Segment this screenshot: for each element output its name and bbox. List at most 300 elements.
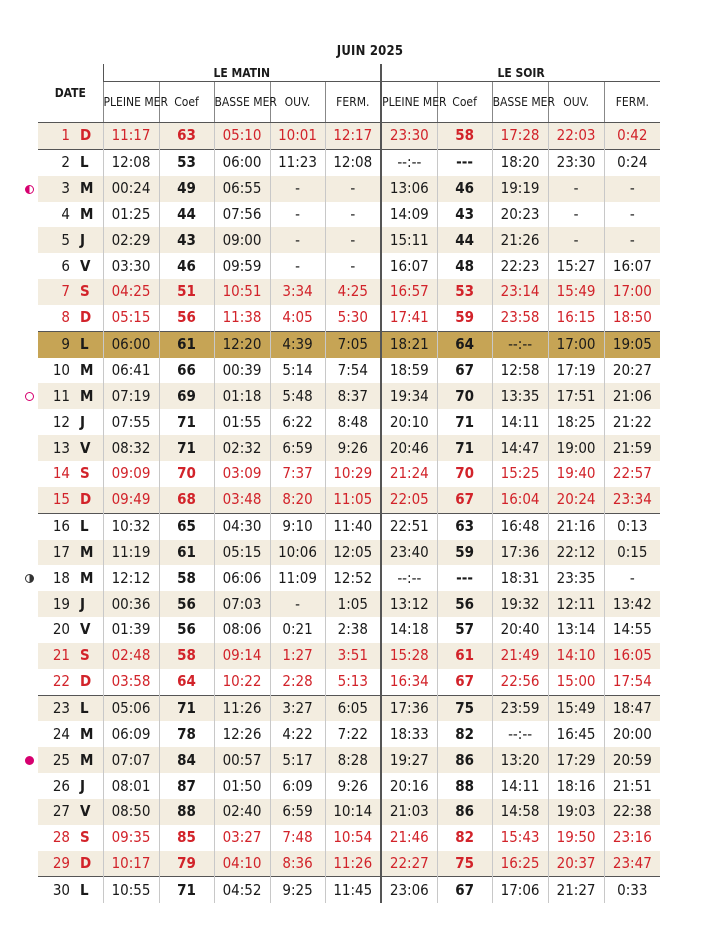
morning-low-tide: 03:48 — [214, 487, 270, 513]
evening-close: 22:38 — [604, 799, 660, 825]
evening-low-tide: 15:25 — [492, 461, 548, 487]
morning-close: 10:54 — [325, 825, 381, 851]
morning-coef: 71 — [159, 695, 214, 721]
morning-low-tide: 02:32 — [214, 435, 270, 461]
morning-open: - — [270, 202, 325, 228]
morning-open: 11:23 — [270, 149, 325, 175]
morning-open: 4:05 — [270, 305, 325, 331]
evening-low-tide: 20:23 — [492, 202, 548, 228]
morning-high-tide: 07:55 — [103, 409, 159, 435]
evening-low-tide: --:-- — [492, 331, 548, 357]
morning-low-tide: 03:27 — [214, 825, 270, 851]
evening-low-tide: 19:19 — [492, 176, 548, 202]
morning-coef: 63 — [159, 123, 214, 150]
evening-close: 20:00 — [604, 721, 660, 747]
evening-high-tide: 23:30 — [381, 123, 437, 150]
morning-close: 5:13 — [325, 669, 381, 695]
tide-row — [38, 643, 660, 669]
evening-high-tide: 21:24 — [381, 461, 437, 487]
morning-close: 12:52 — [325, 565, 381, 591]
evening-high-tide: 15:11 — [381, 227, 437, 253]
day-number: 24 — [52, 724, 70, 743]
tide-row — [38, 331, 660, 357]
day-number: 5 — [38, 227, 74, 253]
day-of-week: M — [80, 568, 94, 587]
tide-row — [38, 747, 660, 773]
evening-coef: 56 — [437, 591, 492, 617]
evening-coef: 63 — [437, 513, 492, 539]
tide-row — [38, 253, 660, 279]
morning-header: LE MATIN — [103, 64, 381, 82]
morning-coef-header: Coef — [159, 82, 214, 123]
tide-row — [38, 409, 660, 435]
evening-high-tide: 22:27 — [381, 851, 437, 877]
tide-row — [38, 487, 660, 513]
evening-high-tide: 21:46 — [381, 825, 437, 851]
day-number: 8 — [61, 308, 70, 327]
morning-low-tide: 04:52 — [214, 877, 270, 903]
evening-open: - — [548, 227, 604, 253]
morning-open: 7:48 — [270, 825, 325, 851]
morning-open-header: OUV. — [270, 82, 325, 123]
evening-close: - — [604, 565, 660, 591]
morning-high-tide: 06:41 — [103, 358, 159, 384]
evening-low-tide: 23:14 — [492, 279, 548, 305]
evening-close: 17:54 — [604, 669, 660, 695]
evening-high-tide: 22:05 — [381, 487, 437, 513]
morning-coef: 44 — [159, 202, 214, 228]
day-number: 21 — [38, 643, 74, 669]
evening-high-tide: 19:27 — [381, 747, 437, 773]
tide-row — [38, 461, 660, 487]
morning-low-tide: 07:56 — [214, 202, 270, 228]
morning-close: 7:05 — [325, 331, 381, 357]
morning-close: 8:28 — [325, 747, 381, 773]
morning-close: 2:38 — [325, 617, 381, 643]
evening-high-tide: 19:34 — [381, 383, 437, 409]
evening-low-tide: 15:43 — [492, 825, 548, 851]
morning-high-tide: 08:32 — [103, 435, 159, 461]
evening-coef: 67 — [437, 487, 492, 513]
morning-low-tide: 04:10 — [214, 851, 270, 877]
day-of-week: J — [74, 591, 103, 617]
evening-open: 18:16 — [548, 773, 604, 799]
day-of-week: D — [74, 851, 103, 877]
morning-high-tide: 05:06 — [103, 695, 159, 721]
evening-close: - — [604, 202, 660, 228]
evening-low-tide: 19:32 — [492, 591, 548, 617]
morning-close: 1:05 — [325, 591, 381, 617]
tide-row — [38, 877, 660, 903]
evening-close: 23:34 — [604, 487, 660, 513]
morning-close: 4:25 — [325, 279, 381, 305]
morning-coef: 79 — [159, 851, 214, 877]
day-of-week: D — [74, 487, 103, 513]
evening-coef: 58 — [437, 123, 492, 150]
morning-low-tide: 08:06 — [214, 617, 270, 643]
evening-low-tide: 16:48 — [492, 513, 548, 539]
evening-low-tide: 21:49 — [492, 643, 548, 669]
evening-open: 22:03 — [548, 123, 604, 150]
new-moon-icon — [25, 756, 34, 765]
morning-high-tide: 02:29 — [103, 227, 159, 253]
evening-close-header: FERM. — [604, 82, 660, 123]
day-of-week: J — [74, 227, 103, 253]
morning-coef: 43 — [159, 227, 214, 253]
evening-coef: 46 — [437, 176, 492, 202]
tide-row — [38, 825, 660, 851]
day-of-week: S — [80, 828, 90, 847]
morning-high-tide-header: PLEINE MER — [103, 82, 159, 123]
tide-row — [38, 799, 660, 825]
morning-close: 12:08 — [325, 149, 381, 175]
morning-coef: 66 — [159, 358, 214, 384]
day-of-week: L — [74, 695, 103, 721]
evening-coef: 86 — [437, 799, 492, 825]
day-of-week: L — [74, 513, 103, 539]
morning-open: 8:36 — [270, 851, 325, 877]
day-of-week: J — [80, 776, 86, 795]
evening-open: 18:25 — [548, 409, 604, 435]
evening-high-tide: 13:06 — [381, 176, 437, 202]
day-of-week: V — [80, 620, 91, 639]
morning-low-tide: 09:14 — [214, 643, 270, 669]
tide-row — [38, 721, 660, 747]
evening-open: 17:51 — [548, 383, 604, 409]
morning-open: 7:37 — [270, 461, 325, 487]
morning-high-tide: 07:19 — [103, 383, 159, 409]
morning-coef: 88 — [159, 799, 214, 825]
morning-open: - — [270, 591, 325, 617]
evening-open: - — [548, 202, 604, 228]
evening-high-tide: 17:36 — [381, 695, 437, 721]
tide-row — [38, 202, 660, 228]
morning-high-tide: 09:35 — [103, 825, 159, 851]
day-number: 13 — [38, 435, 74, 461]
tide-row — [38, 149, 660, 175]
evening-coef: 88 — [437, 773, 492, 799]
morning-low-tide: 11:26 — [214, 695, 270, 721]
day-of-week: L — [74, 877, 103, 903]
evening-low-tide: 22:23 — [492, 253, 548, 279]
morning-low-tide: 03:09 — [214, 461, 270, 487]
morning-open: 5:17 — [270, 747, 325, 773]
day-of-week: M — [80, 724, 94, 743]
evening-high-tide: 16:34 — [381, 669, 437, 695]
evening-open: 17:19 — [548, 358, 604, 384]
evening-low-tide: 17:28 — [492, 123, 548, 150]
day-of-week: L — [74, 331, 103, 357]
morning-high-tide: 03:30 — [103, 253, 159, 279]
evening-close: 22:57 — [604, 461, 660, 487]
morning-close: 10:29 — [325, 461, 381, 487]
evening-open-header: OUV. — [548, 82, 604, 123]
morning-low-tide: 07:03 — [214, 591, 270, 617]
morning-high-tide: 02:48 — [103, 643, 159, 669]
day-of-week: J — [80, 412, 86, 431]
morning-coef: 58 — [159, 565, 214, 591]
evening-low-tide: 14:58 — [492, 799, 548, 825]
morning-close: 11:45 — [325, 877, 381, 903]
morning-close: - — [325, 227, 381, 253]
day-number: 16 — [38, 513, 74, 539]
evening-open: 22:12 — [548, 540, 604, 566]
morning-open: 2:28 — [270, 669, 325, 695]
morning-open: 10:01 — [270, 123, 325, 150]
last-quarter-icon — [25, 574, 34, 583]
evening-low-tide: 14:11 — [492, 409, 548, 435]
morning-coef: 87 — [159, 773, 214, 799]
evening-close: 13:42 — [604, 591, 660, 617]
evening-coef: 53 — [437, 279, 492, 305]
evening-open: 19:40 — [548, 461, 604, 487]
evening-coef: 59 — [437, 305, 492, 331]
day-number: 6 — [61, 256, 70, 275]
day-number: 1 — [38, 123, 74, 150]
tide-row — [38, 513, 660, 539]
evening-coef: 75 — [437, 851, 492, 877]
evening-high-tide: 21:03 — [381, 799, 437, 825]
day-of-week: M — [74, 383, 103, 409]
day-number: 30 — [38, 877, 74, 903]
morning-open: - — [270, 253, 325, 279]
day-number: 4 — [61, 204, 70, 223]
evening-high-tide: 23:40 — [381, 540, 437, 566]
evening-high-tide: 18:21 — [381, 331, 437, 357]
morning-open: 0:21 — [270, 617, 325, 643]
morning-close-header: FERM. — [325, 82, 381, 123]
morning-open: 9:25 — [270, 877, 325, 903]
morning-open: 6:59 — [270, 435, 325, 461]
evening-open: 19:03 — [548, 799, 604, 825]
evening-open: 15:00 — [548, 669, 604, 695]
morning-coef: 58 — [159, 643, 214, 669]
morning-open: 5:48 — [270, 383, 325, 409]
date-header: DATE — [38, 64, 103, 123]
evening-close: 23:47 — [604, 851, 660, 877]
tide-row — [38, 565, 660, 591]
morning-open: 6:22 — [270, 409, 325, 435]
morning-low-tide: 12:20 — [214, 331, 270, 357]
evening-coef-header: Coef — [437, 82, 492, 123]
evening-coef: --- — [437, 565, 492, 591]
evening-close: 16:07 — [604, 253, 660, 279]
morning-low-tide: 09:00 — [214, 227, 270, 253]
day-of-week: L — [74, 149, 103, 175]
evening-open: 15:49 — [548, 279, 604, 305]
evening-close: 21:22 — [604, 409, 660, 435]
morning-coef: 78 — [159, 721, 214, 747]
morning-open: 4:22 — [270, 721, 325, 747]
tide-row — [38, 279, 660, 305]
evening-high-tide: 16:07 — [381, 253, 437, 279]
evening-low-tide: 18:20 — [492, 149, 548, 175]
evening-close: 0:33 — [604, 877, 660, 903]
day-of-week: M — [74, 176, 103, 202]
evening-close: 16:05 — [604, 643, 660, 669]
morning-open: 10:06 — [270, 540, 325, 566]
morning-high-tide: 12:08 — [103, 149, 159, 175]
morning-high-tide: 10:32 — [103, 513, 159, 539]
morning-high-tide: 06:00 — [103, 331, 159, 357]
evening-open: 20:37 — [548, 851, 604, 877]
day-of-week: S — [80, 464, 90, 483]
evening-high-tide: 20:10 — [381, 409, 437, 435]
evening-high-tide: 18:59 — [381, 358, 437, 384]
day-number: 15 — [38, 487, 74, 513]
morning-coef: 56 — [159, 305, 214, 331]
evening-coef: 43 — [437, 202, 492, 228]
morning-high-tide: 08:01 — [103, 773, 159, 799]
evening-open: 17:00 — [548, 331, 604, 357]
evening-open: 15:27 — [548, 253, 604, 279]
evening-low-tide: 14:47 — [492, 435, 548, 461]
tide-table — [38, 64, 660, 903]
morning-close: 8:37 — [325, 383, 381, 409]
morning-high-tide: 05:15 — [103, 305, 159, 331]
morning-close: 11:05 — [325, 487, 381, 513]
day-number: 25 — [38, 747, 74, 773]
evening-low-tide: 16:04 — [492, 487, 548, 513]
day-number: 28 — [52, 828, 70, 847]
evening-coef: 44 — [437, 227, 492, 253]
morning-high-tide: 04:25 — [103, 279, 159, 305]
evening-open: 21:27 — [548, 877, 604, 903]
morning-low-tide: 00:39 — [214, 358, 270, 384]
day-number: 18 — [52, 568, 70, 587]
morning-open: 11:09 — [270, 565, 325, 591]
evening-high-tide: --:-- — [381, 565, 437, 591]
morning-low-tide: 09:59 — [214, 253, 270, 279]
evening-close: 20:27 — [604, 358, 660, 384]
tide-row — [38, 695, 660, 721]
morning-coef: 56 — [159, 591, 214, 617]
evening-coef: 86 — [437, 747, 492, 773]
evening-open: 12:11 — [548, 591, 604, 617]
morning-open: 6:59 — [270, 799, 325, 825]
evening-close: 17:00 — [604, 279, 660, 305]
morning-coef: 71 — [159, 409, 214, 435]
morning-close: 3:51 — [325, 643, 381, 669]
tide-row — [38, 540, 660, 566]
morning-coef: 56 — [159, 617, 214, 643]
morning-low-tide: 10:22 — [214, 669, 270, 695]
evening-open: 16:45 — [548, 721, 604, 747]
evening-open: - — [548, 176, 604, 202]
morning-close: 7:54 — [325, 358, 381, 384]
evening-open: 14:10 — [548, 643, 604, 669]
day-number: 26 — [52, 776, 70, 795]
morning-open: 1:27 — [270, 643, 325, 669]
morning-coef: 65 — [159, 513, 214, 539]
morning-coef: 49 — [159, 176, 214, 202]
morning-low-tide: 01:18 — [214, 383, 270, 409]
day-of-week: V — [80, 256, 91, 275]
evening-close: - — [604, 227, 660, 253]
day-number: 2 — [38, 149, 74, 175]
day-number: 11 — [38, 383, 74, 409]
morning-low-tide: 04:30 — [214, 513, 270, 539]
morning-high-tide: 10:55 — [103, 877, 159, 903]
evening-open: 21:16 — [548, 513, 604, 539]
evening-coef: 61 — [437, 643, 492, 669]
tide-row — [38, 851, 660, 877]
evening-coef: 70 — [437, 461, 492, 487]
morning-close: 9:26 — [325, 435, 381, 461]
evening-high-tide: 20:16 — [381, 773, 437, 799]
evening-coef: 82 — [437, 825, 492, 851]
day-number: 22 — [52, 672, 70, 691]
day-number: 14 — [52, 464, 70, 483]
day-number: 12 — [52, 412, 70, 431]
evening-low-tide: 23:59 — [492, 695, 548, 721]
evening-coef: --- — [437, 149, 492, 175]
evening-close: 19:05 — [604, 331, 660, 357]
evening-coef: 71 — [437, 435, 492, 461]
evening-close: 18:47 — [604, 695, 660, 721]
morning-open: 6:09 — [270, 773, 325, 799]
tide-row — [38, 358, 660, 384]
evening-coef: 57 — [437, 617, 492, 643]
morning-open: 3:34 — [270, 279, 325, 305]
evening-low-tide: 13:20 — [492, 747, 548, 773]
day-number: 27 — [38, 799, 74, 825]
morning-close: - — [325, 176, 381, 202]
morning-coef: 61 — [159, 331, 214, 357]
evening-high-tide: 14:18 — [381, 617, 437, 643]
morning-close: 12:17 — [325, 123, 381, 150]
morning-close: 9:26 — [325, 773, 381, 799]
evening-open: 16:15 — [548, 305, 604, 331]
evening-high-tide: 16:57 — [381, 279, 437, 305]
evening-low-tide: 12:58 — [492, 358, 548, 384]
morning-high-tide: 00:24 — [103, 176, 159, 202]
evening-open: 19:50 — [548, 825, 604, 851]
first-quarter-icon — [25, 185, 34, 194]
morning-high-tide: 00:36 — [103, 591, 159, 617]
day-number: 20 — [52, 620, 70, 639]
evening-high-tide: 22:51 — [381, 513, 437, 539]
tide-row — [38, 773, 660, 799]
evening-low-tide: 16:25 — [492, 851, 548, 877]
morning-high-tide: 10:17 — [103, 851, 159, 877]
full-moon-icon — [25, 392, 34, 401]
morning-close: 8:48 — [325, 409, 381, 435]
evening-open: 19:00 — [548, 435, 604, 461]
evening-low-tide: --:-- — [492, 721, 548, 747]
morning-low-tide: 11:38 — [214, 305, 270, 331]
morning-close: - — [325, 202, 381, 228]
day-of-week: V — [74, 435, 103, 461]
tide-row — [38, 435, 660, 461]
day-number: 10 — [52, 361, 70, 380]
morning-close: 6:05 — [325, 695, 381, 721]
morning-low-tide: 00:57 — [214, 747, 270, 773]
morning-close: 5:30 — [325, 305, 381, 331]
evening-coef: 82 — [437, 721, 492, 747]
evening-close: 23:16 — [604, 825, 660, 851]
tide-row — [38, 305, 660, 331]
evening-high-tide-header: PLEINE MER — [381, 82, 437, 123]
evening-close: 0:15 — [604, 540, 660, 566]
evening-high-tide: 18:33 — [381, 721, 437, 747]
evening-close: 0:42 — [604, 123, 660, 150]
morning-coef: 85 — [159, 825, 214, 851]
evening-close: 14:55 — [604, 617, 660, 643]
evening-low-tide: 13:35 — [492, 383, 548, 409]
evening-high-tide: 23:06 — [381, 877, 437, 903]
evening-coef: 70 — [437, 383, 492, 409]
